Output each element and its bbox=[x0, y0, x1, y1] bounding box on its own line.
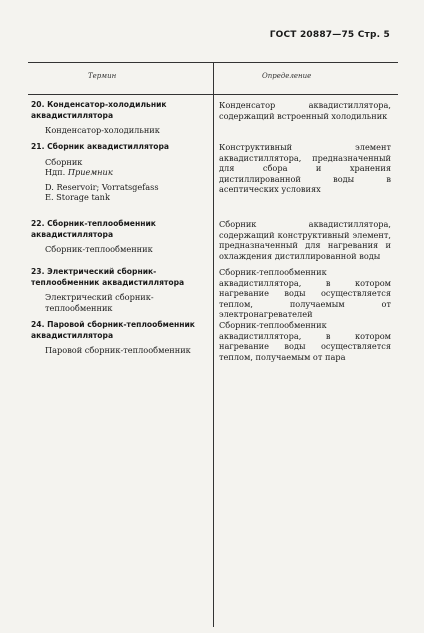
term-title: 20. Конденсатор-холодильник аквадистиллятора bbox=[31, 100, 167, 120]
definition-text: Сборник аквадистиллятора, содержащий конструктивный элемент, предназначенный для нагревания и охлаждения дистиллированной воды bbox=[219, 219, 391, 261]
terms-table bbox=[28, 62, 398, 627]
page-header: ГОСТ 20887—75 Стр. 5 bbox=[269, 30, 390, 40]
table-row bbox=[31, 320, 209, 356]
term-title: 21. Сборник аквадистиллятора bbox=[31, 142, 170, 151]
column-header-term: Термин bbox=[88, 72, 117, 80]
ndp-value: Приемник bbox=[67, 167, 113, 177]
ndp-label: Ндп. bbox=[45, 167, 66, 177]
term-title: 23. Электрический сборник-теплообменник аквадистиллятора bbox=[31, 267, 185, 287]
term-title: 22. Сборник-теплообменник аквадистиллятора bbox=[31, 219, 156, 239]
term-synonym: Сборник bbox=[45, 156, 83, 167]
term-synonym: Паровой сборник-теплообменник bbox=[45, 345, 191, 355]
definition-text: Конструктивный элемент аквадистиллятора, предназначенный для сбора и хранения дистиллированной воды в асептических условиях bbox=[219, 142, 391, 194]
table-row bbox=[31, 142, 209, 203]
term-synonym: Сборник-теплообменник bbox=[45, 244, 153, 254]
table-row bbox=[31, 267, 209, 313]
term-synonym: Конденсатор-холодильник bbox=[45, 125, 160, 135]
table-row bbox=[31, 100, 209, 136]
column-divider bbox=[213, 62, 214, 627]
table-row bbox=[31, 219, 209, 255]
term-german: D. Reservoir; Vorratsgefass bbox=[45, 181, 159, 192]
definition-text: Сборник-теплообменник аквадистиллятора, в котором нагревание воды осуществляется теплом, получаемым от электронагревателей bbox=[219, 267, 391, 319]
definition-text: Конденсатор аквадистиллятора, содержащий встроенный холодильник bbox=[219, 100, 391, 121]
term-synonym: Электрический сборник-теплообменник bbox=[45, 292, 154, 313]
definition-text: Сборник-теплообменник аквадистиллятора, в котором нагревание воды осуществляется теплом, получаемым от пара bbox=[219, 320, 391, 362]
term-english: E. Storage tank bbox=[45, 192, 110, 202]
column-header-definition: Определение bbox=[262, 72, 312, 80]
term-ndp bbox=[45, 167, 209, 178]
term-title: 24. Паровой сборник-теплообменник аквадистиллятора bbox=[31, 320, 195, 340]
